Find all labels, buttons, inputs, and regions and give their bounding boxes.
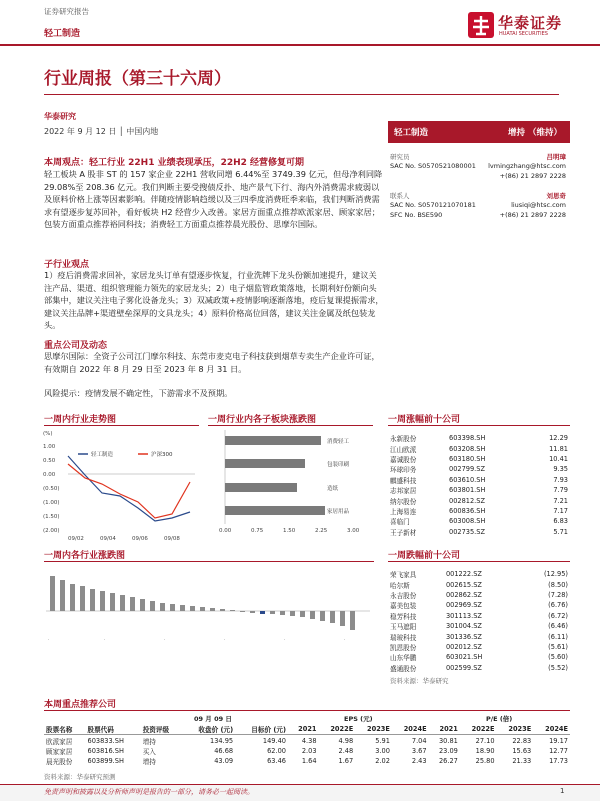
analyst-phone: +(86) 21 2897 2228	[499, 172, 566, 180]
legend-a: 轻工制造	[91, 452, 114, 458]
industry-bar-rule	[44, 561, 374, 562]
doc-type: 证券研究报告	[44, 7, 89, 16]
x-tick: 09/02	[68, 536, 84, 542]
company-body: 思摩尔国际：全资子公司江门摩尔科技、东莞市麦克电子科技获到烟草专卖生产企业许可证，有效期自 2022 年 8 月 29 日至 2023 年 8 月 31 日。	[44, 351, 380, 374]
table-row: 王子新材 002735.SZ 5.71	[390, 527, 568, 537]
huatai-logo-mark-icon	[468, 12, 494, 38]
svg-text:·: ·	[164, 637, 166, 642]
sub-bar	[225, 483, 297, 492]
footer-disclaimer: 免责声明和披露以及分析师声明是报告的一部分，请务必一起阅读。	[44, 788, 254, 796]
top-up-rule	[388, 425, 570, 426]
table-row: 麒盛科技 603610.SH 7.93	[390, 475, 568, 485]
table-row: 永吉股份 002862.SZ (7.28)	[390, 590, 568, 600]
analyst-1	[390, 152, 570, 182]
table-row: 嘉美包装 002969.SZ (6.76)	[390, 601, 568, 611]
date-region: 2022 年 9 月 12 日 │ 中国内地	[44, 127, 159, 136]
rec-date-head: 09 月 09 日	[194, 715, 232, 723]
sub-bar	[225, 506, 325, 515]
table-row: 上海易连 600836.SH 7.17	[390, 506, 568, 516]
logo-cn: 华泰证券	[498, 14, 563, 32]
table-row: 永新股份 603398.SH 12.29	[390, 434, 568, 444]
table-row: 顾家家居 603816.SH 买入 46.68 62.00 2.03 2.48 3.00 3.67 23.09 18.90 15.63 12.77	[46, 746, 568, 756]
sub-bar-rule	[208, 425, 373, 426]
x-tick: 0.00	[219, 528, 232, 534]
line-chart-rule	[44, 425, 199, 426]
rec-table-rule	[44, 710, 570, 711]
sub-bar-title: 一周行业内各子板块涨跌图	[208, 415, 317, 425]
rec-pe-head: P/E (倍)	[486, 715, 513, 723]
top-up-table	[388, 433, 570, 537]
table-row: 荣飞家具 001222.SZ (12.95)	[390, 570, 568, 580]
analyst-role: 联系人	[390, 192, 410, 200]
table-row: 玉马遮阳 301004.SZ (6.46)	[390, 622, 568, 632]
svg-text:·: ·	[104, 637, 106, 642]
table-row: 江山欧派 603208.SH 11.81	[390, 444, 568, 454]
table-row: 纳尔股份 002812.SZ 7.21	[390, 496, 568, 506]
analyst-name: 刘思奇	[546, 192, 566, 200]
rec-table-source: 资料来源：华泰研究预测	[44, 773, 116, 781]
page-number: 1	[560, 787, 565, 795]
org-name: 华泰研究	[44, 112, 76, 121]
sub-bar-label: 造纸	[327, 486, 339, 492]
table-row: 盛通股份 002599.SZ (5.52)	[390, 663, 568, 673]
svg-text:·: ·	[224, 637, 226, 642]
table-row: 山东华鹏 603021.SH (5.60)	[390, 653, 568, 663]
line-chart-title: 一周内行业走势图	[44, 415, 117, 425]
y-tick: (2.00)	[43, 528, 60, 534]
y-tick: (1.50)	[43, 514, 60, 520]
table-row: 凯恩股份 002012.SZ (5.61)	[390, 642, 568, 652]
analyst-phone: +(86) 21 2897 2228	[499, 211, 566, 219]
y-tick: 0.50	[43, 458, 56, 464]
x-tick: 3.00	[347, 528, 360, 534]
analyst-email: liusiqi@htsc.com	[511, 201, 566, 209]
svg-text:·: ·	[344, 637, 346, 642]
y-tick: 0.00	[43, 472, 56, 478]
risk-note: 风险提示：疫情发展不确定性，下游需求不及预期。	[44, 388, 233, 398]
sub-bar-label: 包装印刷	[327, 462, 350, 468]
sub-bar	[225, 436, 321, 445]
table-row: 稳芳科技 301113.SZ (6.72)	[390, 611, 568, 621]
x-tick: 2.25	[315, 528, 328, 534]
table-row: 瑞玻科技 301336.SZ (6.11)	[390, 632, 568, 642]
line-chart	[40, 428, 200, 548]
analyst-sfc: SFC No. BSE590	[390, 211, 443, 219]
analyst-name: 吕明璋	[546, 153, 566, 161]
sub-view-title: 子行业观点	[44, 260, 90, 270]
rec-eps-head: EPS (元)	[344, 715, 373, 723]
sub-bar-label: 消费轻工	[327, 439, 350, 445]
title-rule	[44, 94, 559, 95]
logo-en: HUATAI SECURITIES	[499, 31, 548, 37]
core-view-title: 本周观点：轻工行业 22H1 业绩表现承压，22H2 经营修复可期	[44, 158, 305, 168]
y-tick: (0.50)	[43, 486, 60, 492]
header-rule	[0, 44, 600, 46]
sub-view-body: 1）疫后消费需求回补，家居龙头订单有望逐步恢复，行业洗牌下龙头份额加速提升，建议关注产品、渠道、组织管理能力领先的家居龙头；2）电子烟监管政策落地，长期利好份额向头部集中，建议关注电子雾化设备龙头；3）双减政策+疫情影响逐渐落地，疫后复课提振需求，建议关注品牌+渠道壁垒深厚的文具龙头；4）原料价格高位回落，建议关注金属及纸包装龙头。	[44, 270, 384, 330]
core-view-body: 轻工板块 A 股非 ST 的 157 家企业 22H1 营收同增 6.44%至 3749.39 亿元，但母净利同降 29.08%至 208.36 亿元。我们判断主要受搜债反扑、地产景气下行、海内外消费需求疲弱以及原料价格上涨等因素影响。伴随疫情影响趋缓以及三四季度消费旺季来临，我们判断消费需求有望逐步复苏回补，看好板块 H2 经营少入改善。家居方面重点推荐欧派家居、顾家家居；包装方面重点推荐裕同科技；消费轻工方面重点推荐晨光股份、思摩尔国际。	[44, 169, 383, 229]
x-tick: 09/06	[132, 536, 148, 542]
table-row: 哈尔斯 002615.SZ (8.50)	[390, 580, 568, 590]
table-row: 嘉诚股份 603180.SH 10.41	[390, 454, 568, 464]
x-tick: 09/08	[164, 536, 180, 542]
header-industry: 轻工制造	[44, 29, 81, 39]
table-header-row: 股票名称 股票代码 投资评级 收盘价 (元) 目标价 (元) 2021 2022E 2023E 2024E 2021 2022E 2023E 2024E	[46, 725, 568, 735]
page-title: 行业周报（第三十六周）	[44, 69, 231, 89]
table-row: 志邦家居 603801.SH 7.79	[390, 486, 568, 496]
rating-industry: 轻工制造	[394, 128, 429, 138]
analyst-email: lvmingzhang@htsc.com	[488, 162, 566, 170]
y-tick: (%)	[43, 431, 53, 437]
sub-bar	[225, 459, 305, 468]
sub-bar-label: 家居用品	[327, 509, 350, 515]
analyst-sac: SAC No. S0570521080001	[390, 162, 476, 170]
top-down-title: 一周跌幅前十公司	[388, 551, 461, 561]
table-row: 环球印务 002799.SZ 9.35	[390, 465, 568, 475]
y-tick: 1.00	[43, 444, 56, 450]
analyst-role: 研究员	[390, 153, 410, 161]
sub-bar-chart	[205, 428, 380, 548]
legend-b: 沪深300	[151, 452, 173, 458]
table-row: 晨光股份 603899.SH 增持 43.09 63.46 1.64 1.67 2.02 2.43 26.27 25.80 21.33 17.73	[46, 757, 568, 767]
table-row: 欧派家居 603833.SH 增持 134.95 149.40 4.38 4.98 5.91 7.04 30.81 27.10 22.83 19.17	[46, 736, 568, 746]
huatai-logo	[468, 12, 578, 42]
table-row: 喜临门 603008.SH 6.83	[390, 517, 568, 527]
rating-value: 增持 （维持）	[508, 128, 562, 138]
x-tick: 0.75	[251, 528, 264, 534]
industry-bar-chart	[44, 566, 374, 656]
x-tick: 09/04	[100, 536, 116, 542]
svg-text:·: ·	[48, 637, 50, 642]
rec-table	[44, 724, 570, 767]
top-down-table	[388, 569, 570, 673]
rec-table-title: 本周重点推荐公司	[44, 700, 117, 710]
industry-bar-title: 一周内各行业涨跌图	[44, 551, 126, 561]
rating-box	[388, 121, 570, 143]
svg-text:·: ·	[284, 637, 286, 642]
series-line-b	[68, 464, 190, 518]
company-title: 重点公司及动态	[44, 341, 108, 351]
top-down-source: 资料来源：华泰研究	[390, 677, 449, 685]
analyst-sac: SAC No. S0570121070181	[390, 201, 476, 209]
top-up-title: 一周涨幅前十公司	[388, 415, 461, 425]
y-tick: (1.00)	[43, 500, 60, 506]
x-tick: 1.50	[283, 528, 296, 534]
top-down-rule	[388, 561, 570, 562]
series-line-a	[68, 456, 190, 521]
analyst-2	[390, 191, 570, 221]
